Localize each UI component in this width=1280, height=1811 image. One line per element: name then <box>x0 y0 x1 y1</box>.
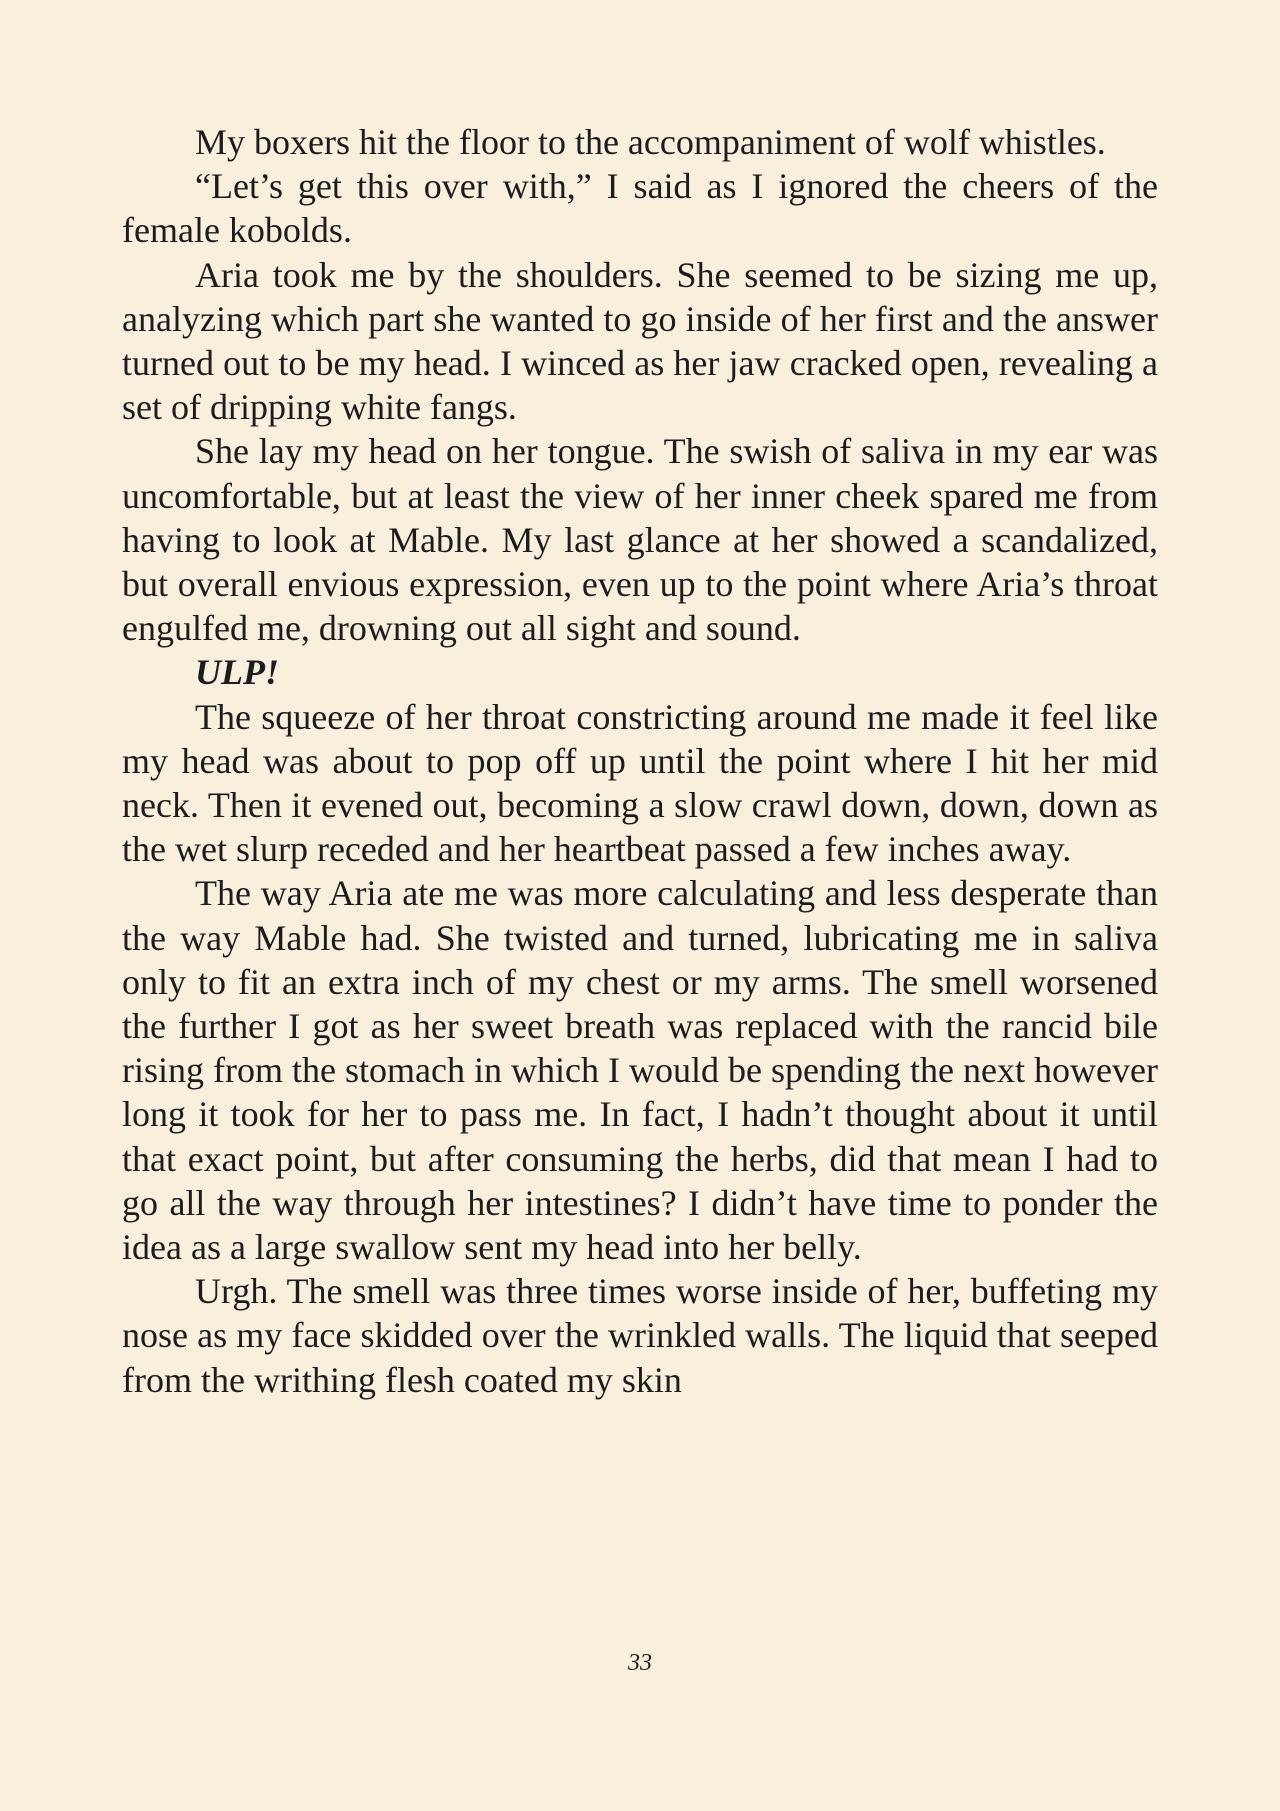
paragraph: My boxers hit the floor to the accompaniment of wolf whistles. <box>195 122 1106 162</box>
paragraph: The way Aria ate me was more calculating and less desperate than the way Mable had. She twisted and turned, lubricating me in saliva only to fit an extra inch of my chest or my arms. The smell worsened the further I got as her sweet breath was replaced with the rancid bile rising from the stomach in which I would be spending the next however long it took for her to pass me. In fact, I hadn’t thought about it until that exact point, but after consuming the herbs, did that mean I had to go all the way through her intestines? I didn’t have time to ponder the idea as a large swallow sent my head into her belly. <box>122 873 1158 1268</box>
paragraph: “Let’s get this over with,” I said as I ignored the cheers of the female kobolds. <box>122 166 1158 251</box>
paragraph: She lay my head on her tongue. The swish of saliva in my ear was uncomfortable, but at least the view of her inner cheek spared me from having to look at Mable. My last glance at her showed a scandalized, but overall envious expression, even up to the point where Aria’s throat engulfed me, drowning out all sight and sound. <box>122 431 1158 649</box>
paragraph: The squeeze of her throat constricting around me made it feel like my head was about to pop off up until the point where I hit her mid neck. Then it evened out, becoming a slow crawl down, down, down as the wet slurp receded and her heartbeat passed a few inches away. <box>122 696 1158 870</box>
paragraph: Aria took me by the shoulders. She seemed to be sizing me up, analyzing which part she wanted to go inside of her first and the answer turned out to be my head. I winced as her jaw cracked open, revealing a set of dripping white fangs. <box>122 254 1158 428</box>
paragraph: Urgh. The smell was three times worse inside of her, buffeting my nose as my face skidded over the wrinkled walls. The liquid that seeped from the writhing flesh coated my skin <box>122 1271 1158 1400</box>
page-body <box>122 120 1158 1402</box>
page-number: 33 <box>628 1650 652 1676</box>
sound-effect-paragraph: ULP! <box>195 652 279 693</box>
